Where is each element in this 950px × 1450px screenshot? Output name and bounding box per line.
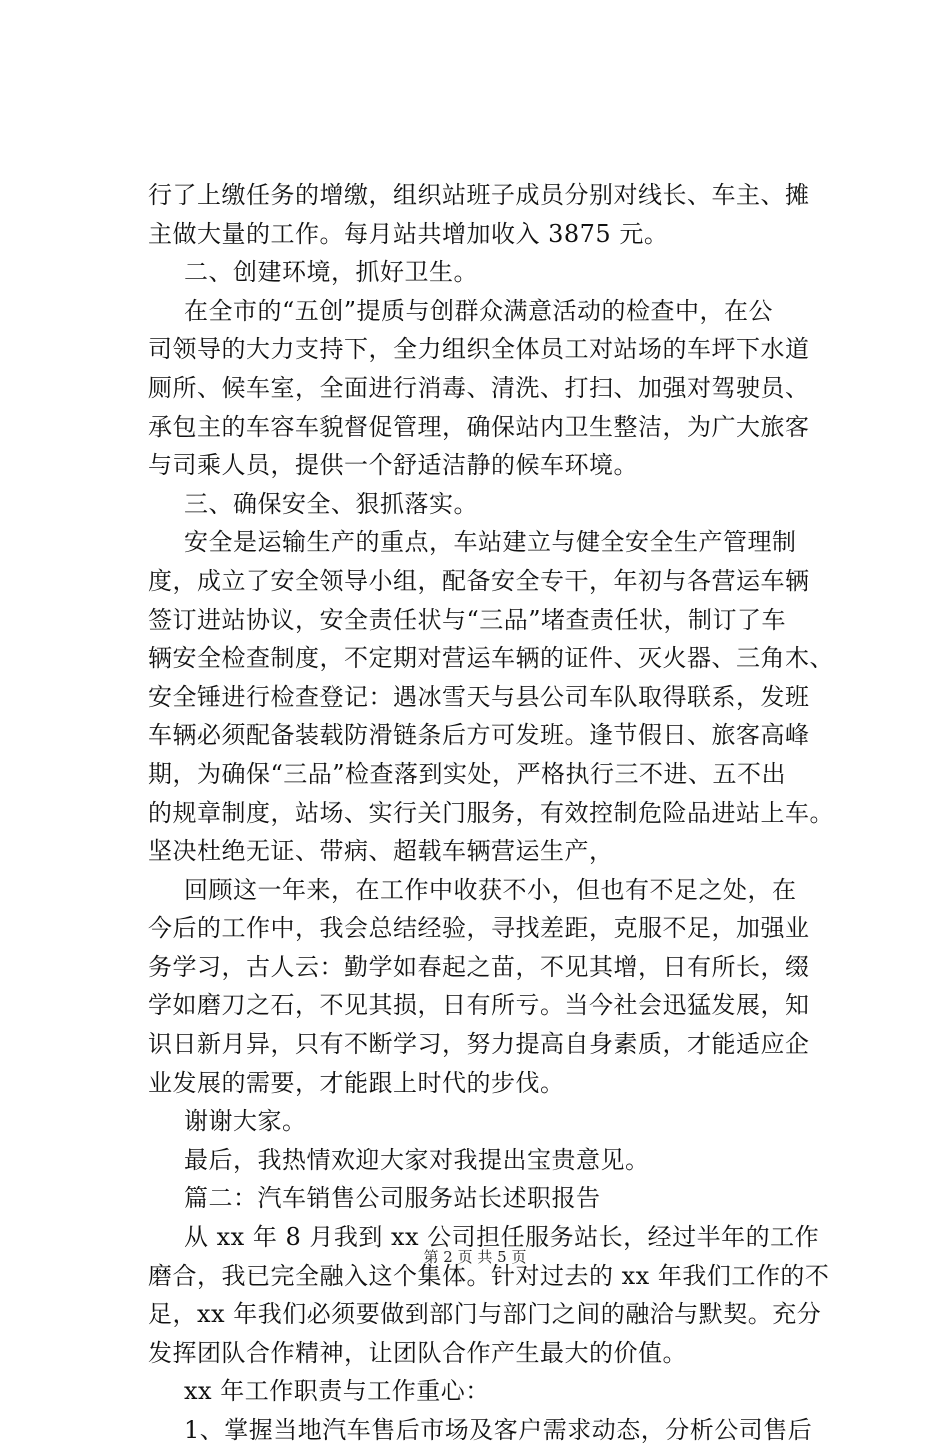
text-line: 在全市的“五创”提质与创群众满意活动的检查中，在公 [184, 296, 774, 325]
text-line: 业发展的需要，才能跟上时代的步伐。 [148, 1068, 565, 1097]
text-line: 司领导的大力支持下，全力组织全体员工对站场的车坪下水道 [148, 335, 810, 364]
text-line: 足，xx 年我们必须要做到部门与部门之间的融洽与默契。充分 [148, 1300, 822, 1329]
text-line: 行了上缴任务的增缴，组织站班子成员分别对线长、车主、摊 [148, 181, 810, 209]
text-line: 与司乘人员，提供一个舒适洁静的候车环境。 [148, 451, 638, 480]
text-line: 厕所、候车室，全面进行消毒、清洗、打扫、加强对驾驶员、 [148, 373, 810, 402]
text-line: 签订进站协议，安全责任状与“三品”堵查责任状，制订了车 [148, 605, 787, 634]
text-line: 回顾这一年来，在工作中收获不小，但也有不足之处，在 [184, 875, 797, 904]
text-line: 识日新月异，只有不断学习，努力提高自身素质，才能适应企 [148, 1030, 810, 1059]
text-line: 谢谢大家。 [184, 1107, 307, 1136]
text-line: 度，成立了安全领导小组，配备安全专干，年初与各营运车辆 [148, 566, 810, 595]
page-footer: 第 2 页 共 5 页 [423, 1248, 527, 1266]
text-line: 安全是运输生产的重点，车站建立与健全安全生产管理制 [184, 528, 797, 557]
text-line: 坚决杜绝无证、带病、超载车辆营运生产， [148, 837, 614, 866]
text-line: 发挥团队合作精神，让团队合作产生最大的价值。 [148, 1338, 687, 1367]
text-line: 安全锤进行检查登记：遇冰雪天与县公司车队取得联系，发班 [148, 682, 810, 711]
text-line: 三、确保安全、狠抓落实。 [184, 489, 478, 518]
text-line: xx 年工作职责与工作重心： [184, 1377, 490, 1406]
text-line: 从 xx 年 8 月我到 xx 公司担任服务站长，经过半年的工作 [184, 1223, 820, 1252]
text-line: 期，为确保“三品”检查落到实处，严格执行三不进、五不出 [148, 759, 787, 788]
text-line: 辆安全检查制度，不定期对营运车辆的证件、灭火器、三角木、 [148, 644, 834, 673]
text-line: 篇二：汽车销售公司服务站长述职报告 [184, 1184, 601, 1213]
text-line: 主做大量的工作。每月站共增加收入 3875 元。 [148, 219, 669, 248]
text-line: 二、创建环境，抓好卫生。 [184, 258, 478, 287]
text-line: 学如磨刀之石，不见其损，日有所亏。当今社会迅猛发展，知 [148, 991, 810, 1020]
text-line: 今后的工作中，我会总结经验，寻找差距，克服不足，加强业 [148, 914, 810, 943]
text-line: 磨合，我已完全融入这个集体。针对过去的 xx 年我们工作的不 [148, 1261, 830, 1290]
text-line: 务学习，古人云：勤学如春起之苗，不见其增，日有所长，缀 [148, 952, 810, 981]
text-line: 车辆必须配备装载防滑链条后方可发班。逢节假日、旅客高峰 [148, 721, 810, 750]
text-line: 1、掌握当地汽车售后市场及客户需求动态，分析公司售后 [184, 1416, 813, 1444]
text-line: 的规章制度，站场、实行关门服务，有效控制危险品进站上车。 [148, 798, 834, 827]
text-line: 最后，我热情欢迎大家对我提出宝贵意见。 [184, 1145, 650, 1174]
text-line: 承包主的车容车貌督促管理，确保站内卫生整洁，为广大旅客 [148, 412, 810, 441]
